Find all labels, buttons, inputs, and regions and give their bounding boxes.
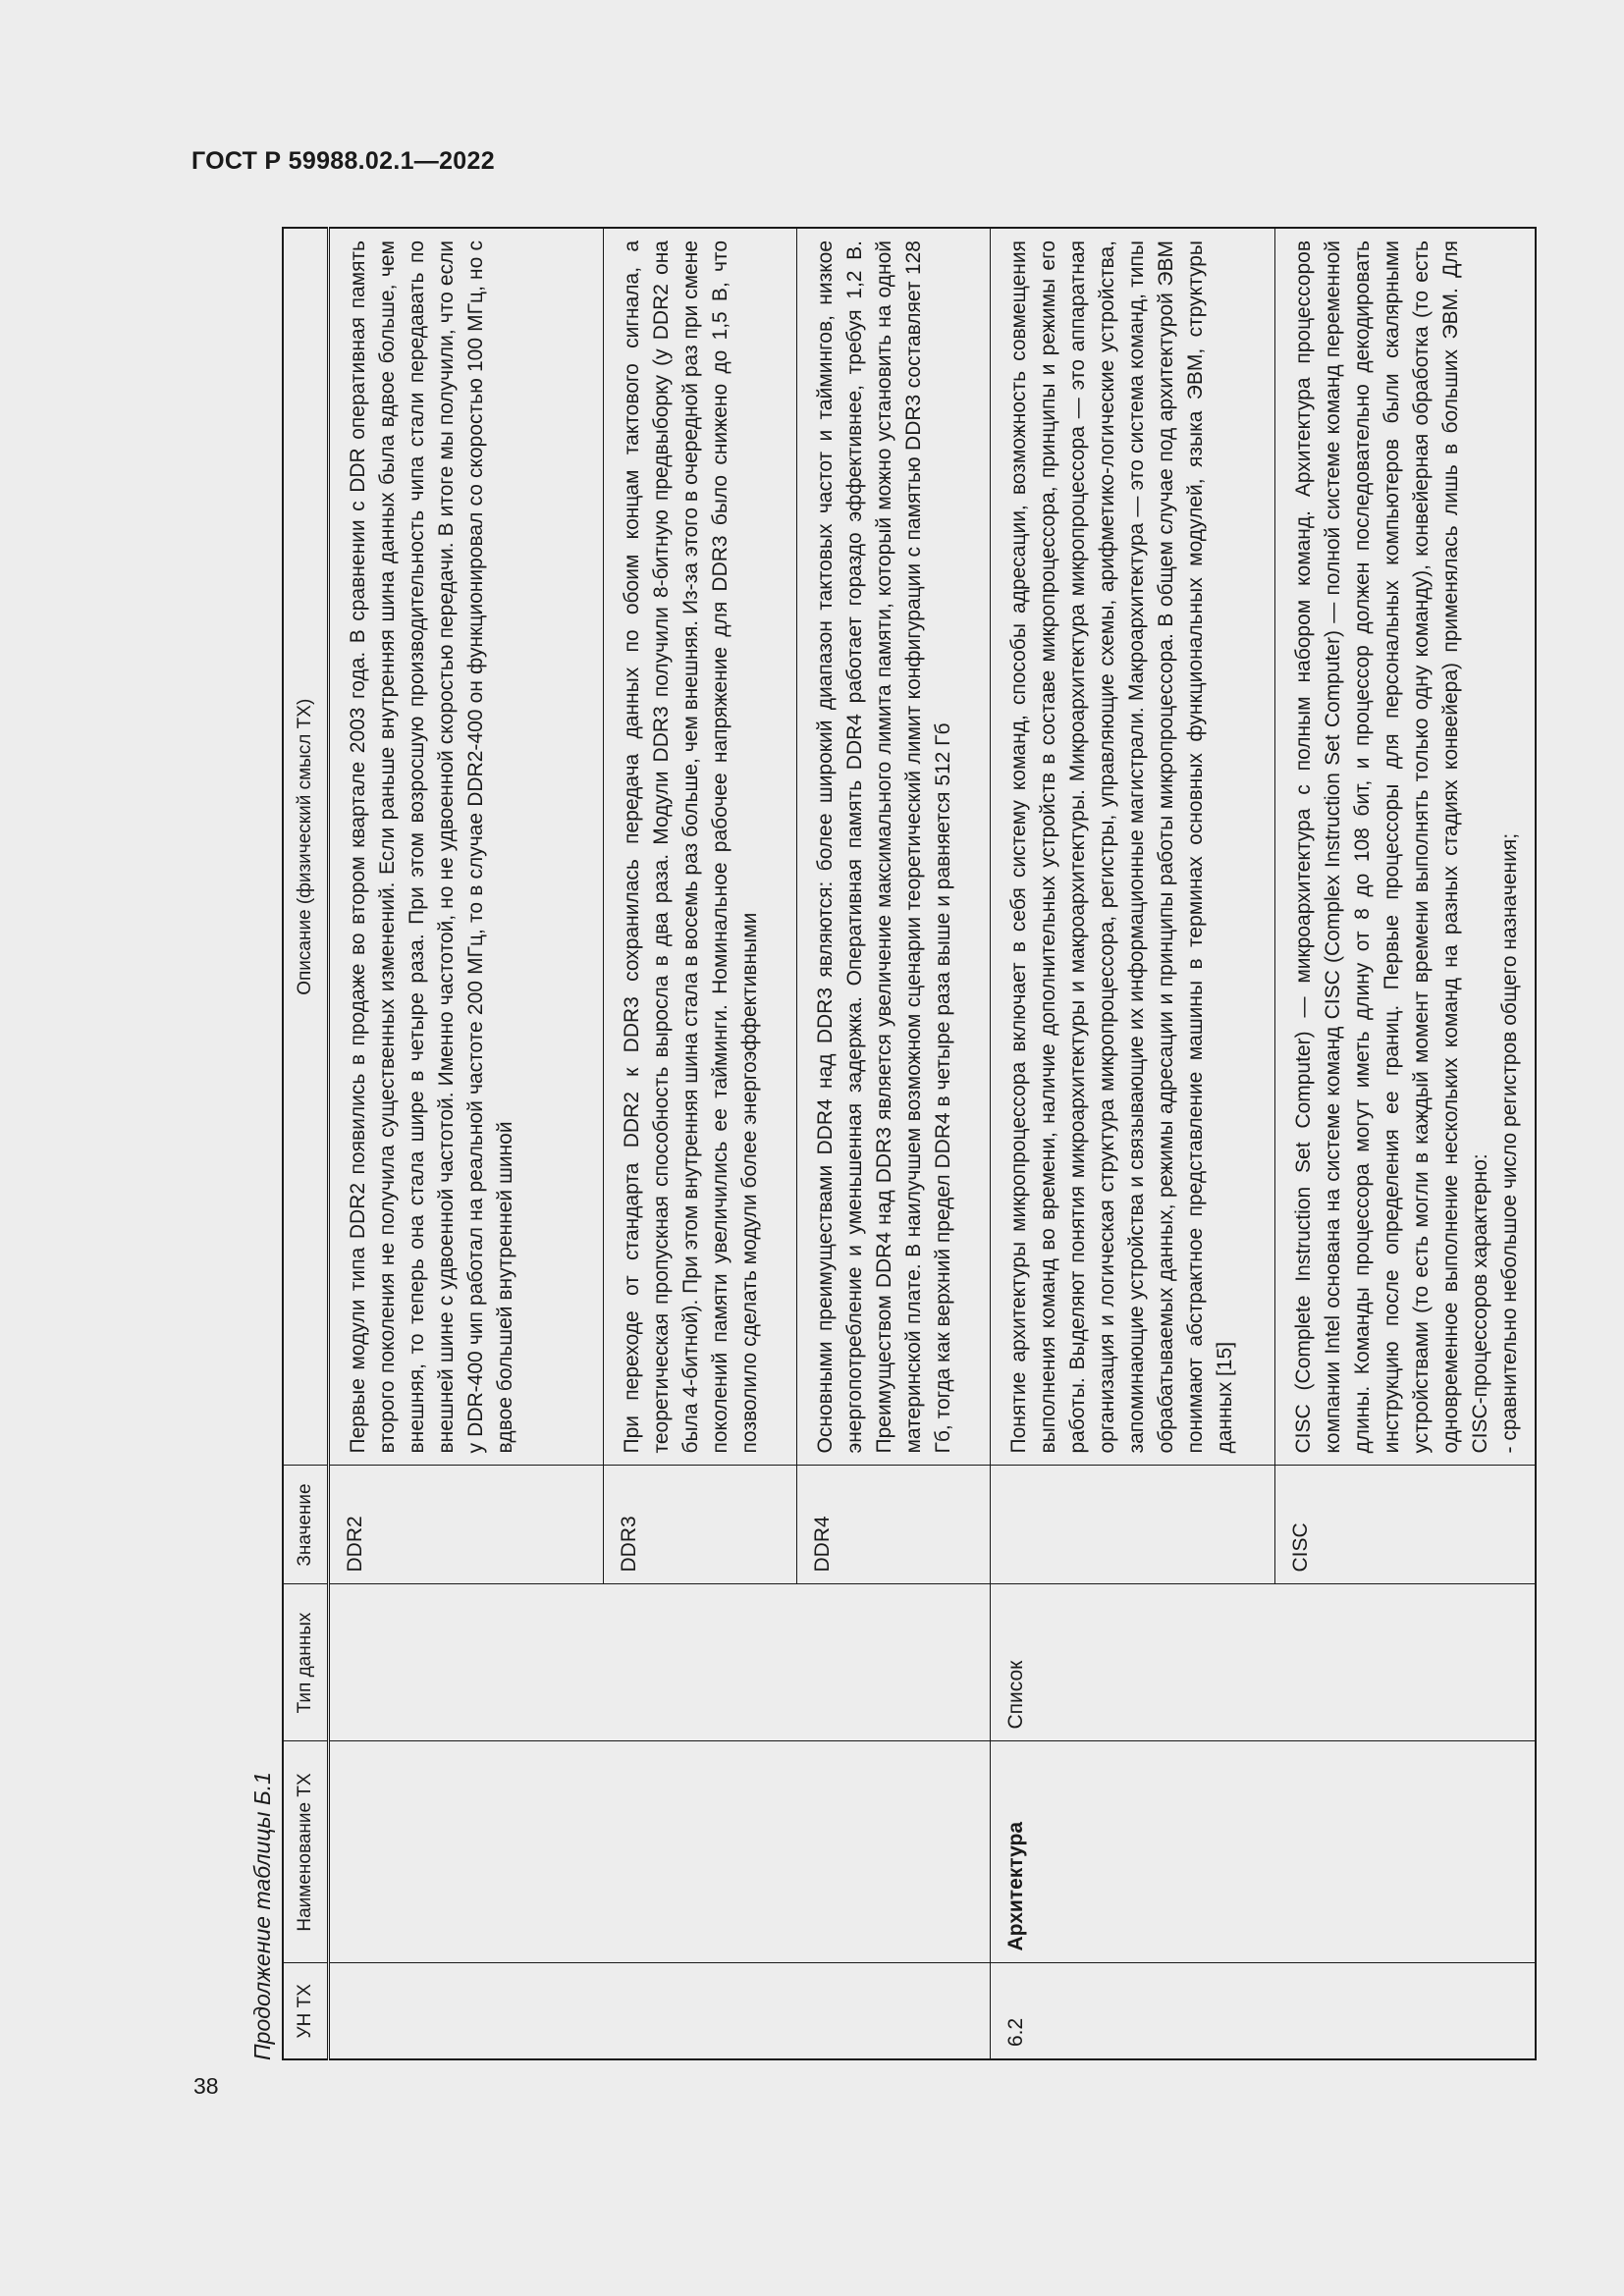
col-header-un: УН ТХ xyxy=(283,1963,328,2059)
cell-value: DDR4 xyxy=(796,1466,990,1584)
cell-un: 6.2 xyxy=(990,1963,1536,2059)
table-caption: Продолжение таблицы Б.1 xyxy=(249,1772,275,2060)
cell-value xyxy=(990,1466,1274,1584)
cell-un xyxy=(328,1963,990,2059)
cisc-list-item: - сравнительно небольшое число регистров общего назначения; xyxy=(1497,832,1521,1454)
col-header-value: Значение xyxy=(283,1466,328,1584)
cell-description: Первые модули типа DDR2 появились в продаже во втором квартале 2003 года. В сравнении с DDR оперативная память второго поколения не получила существенных изменений. Если раньше внутренняя шина данных была вдвое больше, чем внешняя, то теперь она стала шире в четыре раза. При этом возросшую производительность чипа стали передавать по внешней шине с удвоенной частотой. Именно частотой, но не удвоенной скоростью передачи. В итоге мы получили, что если у DDR-400 чип работал на реальной частоте 200 МГц, то в случае DDR2-400 он функционировал со скоростью 100 МГц, но с вдвое большей внутренней шиной xyxy=(328,228,603,1466)
cell-type: Список xyxy=(990,1584,1536,1741)
cell-value: DDR3 xyxy=(603,1466,796,1584)
cisc-description-text: CISC (Complete Instruction Set Computer) — микроархитектура с полным набором команд. Архитектура процессоров компании Intel основана на системе команд CISC (Complex Instruction Set Computer) — полной системе команд переменной длины. Команды процессора могут иметь длину от 8 до 108 бит, и процессор должен последовательно декодировать инструкцию после определения ее границ. Первые процессоры для персональных компьютеров были скалярными устройствами (то есть могли в каждый момент времени выполнять только одну команду), конвейерная обработка (то есть одновременное выполнение нескольких команд на разных стадиях конвейера) применялась лишь в больших ЭВМ. Для CISC-процессоров характерно: xyxy=(1291,240,1491,1454)
col-header-type: Тип данных xyxy=(283,1584,328,1741)
characteristics-table xyxy=(282,227,1537,2060)
table-row-architecture xyxy=(990,228,1274,2059)
cell-description xyxy=(1274,228,1536,1466)
cell-name xyxy=(328,1741,990,1963)
cell-description: Основными преимуществами DDR4 над DDR3 являются: более широкий диапазон тактовых частот и таймингов, низкое энергопотребление и уменьшенная задержка. Оперативная память DDR4 работает гораздо эффективнее, требуя 1,2 В. Преимуществом DDR4 над DDR3 является увеличение максимального лимита памяти, который можно установить на одной материнской плате. В наилучшем возможном сценарии теоретический лимит конфигурации с памятью DDR3 составляет 128 Гб, тогда как верхний предел DDR4 в четыре раза выше и равняется 512 Гб xyxy=(796,228,990,1466)
table-row-ddr2 xyxy=(328,228,603,2059)
page-number: 38 xyxy=(193,2073,219,2099)
cell-type xyxy=(328,1584,990,1741)
table-header-row xyxy=(283,228,328,2059)
cell-name: Архитектура xyxy=(990,1741,1536,1963)
rotated-table-block xyxy=(243,229,1521,2060)
col-header-name: Наименование ТХ xyxy=(283,1741,328,1963)
col-header-description: Описание (физический смысл ТХ) xyxy=(283,228,328,1466)
cell-value: CISC xyxy=(1274,1466,1536,1584)
page-header: ГОСТ Р 59988.02.1—2022 xyxy=(191,147,495,175)
cell-description: Понятие архитектуры микропроцессора включает в себя систему команд, способы адресации, возможность совмещения выполнения команд во времени, наличие дополнительных устройств в составе микропроцессора, принципы и режимы его работы. Выделяют понятия микроархитектуры и макроархитектуры. Микроархитектура микропроцессора — это аппаратная организация и логическая структура микропроцессора, регистры, управляющие схемы, арифметико-логические устройства, запоминающие устройства и связывающие их информационные магистрали. Макроархитектура — это система команд, типы обрабатываемых данных, режимы адресации и принципы работы микропроцессора. В общем случае под архитектурой ЭВМ понимают абстрактное представление машины в терминах основных функциональных модулей, языка ЭВМ, структуры данных [15] xyxy=(990,228,1274,1466)
cell-value: DDR2 xyxy=(328,1466,603,1584)
cell-description: При переходе от стандарта DDR2 к DDR3 сохранилась передача данных по обоим концам тактового сигнала, а теоретическая пропускная способность выросла в два раза. Модули DDR3 получили 8-битную предвыборку (у DDR2 она была 4-битной). При этом внутренняя шина стала в восемь раз больше, чем внешняя. Из-за этого в очередной раз при смене поколений памяти увеличились ее тайминги. Номинальное рабочее напряжение для DDR3 было снижено до 1,5 В, что позволило сделать модули более энергоэффективными xyxy=(603,228,796,1466)
